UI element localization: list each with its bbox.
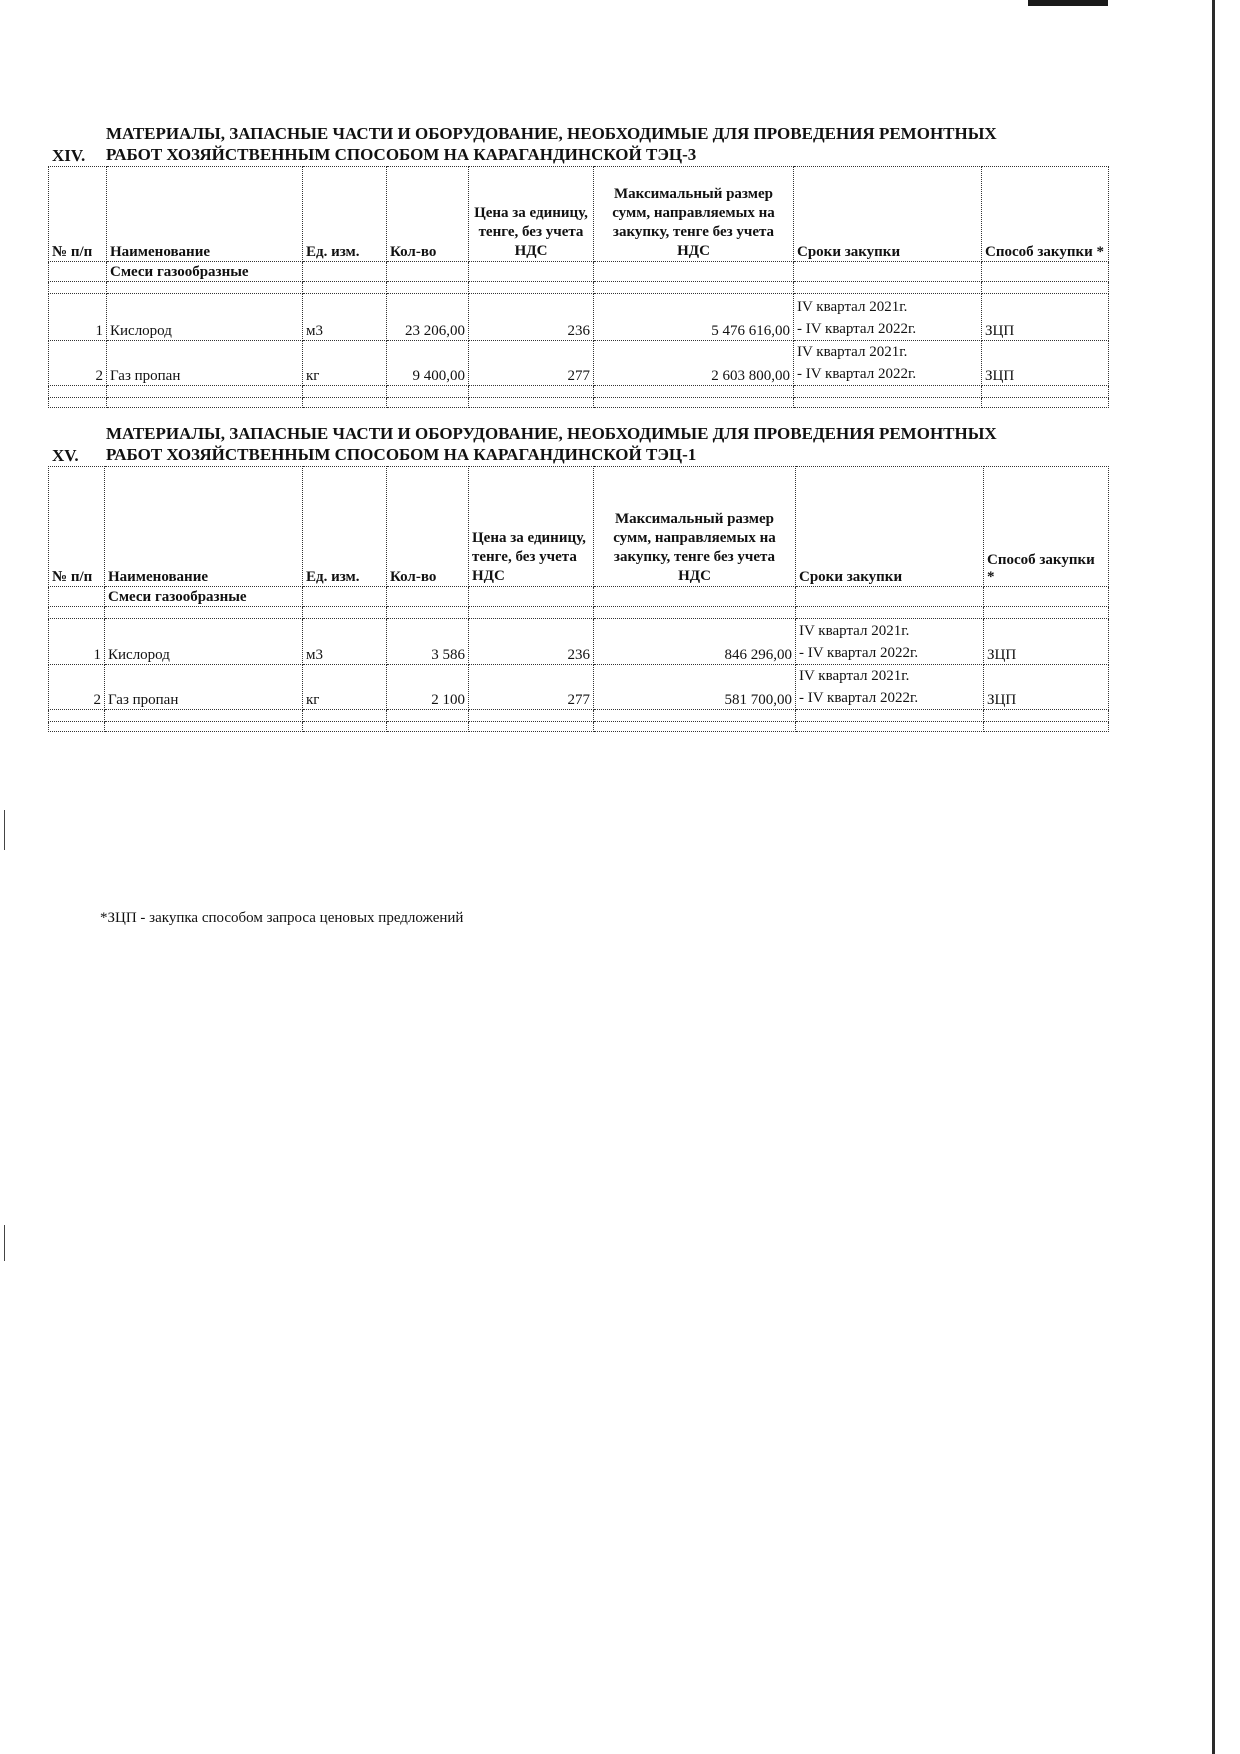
terms-end: - IV квартал 2022г. [799, 645, 919, 661]
header-name: Наименование [105, 467, 303, 587]
section-title-line1: МАТЕРИАЛЫ, ЗАПАСНЫЕ ЧАСТИ И ОБОРУДОВАНИЕ, НЕОБХОДИМЫЕ ДЛЯ ПРОВЕДЕНИЯ РЕМОНТНЫХ [106, 424, 997, 443]
cell-qty: 23 206,00 [387, 294, 469, 341]
cell-sum: 2 603 800,00 [594, 341, 794, 386]
group-label: Смеси газообразные [105, 587, 303, 607]
table-group-row [49, 587, 1109, 607]
header-price: Цена за единицу, тенге, без учета НДС [469, 167, 594, 262]
cell-name: Кислород [105, 619, 303, 665]
cell-sum: 581 700,00 [594, 665, 796, 710]
section-number: XV. [52, 446, 79, 465]
table-header-row [49, 167, 1109, 262]
header-name: Наименование [107, 167, 303, 262]
terms-start: IV квартал 2021г. [799, 623, 910, 639]
header-no: № п/п [49, 167, 107, 262]
section-number: XIV. [52, 146, 86, 165]
cell-no: 1 [49, 294, 107, 341]
cell-name: Газ пропан [105, 665, 303, 710]
terms-start: IV квартал 2021г. [797, 299, 908, 315]
scan-mark [4, 1225, 5, 1261]
footnote: *ЗЦП - закупка способом запроса ценовых предложений [100, 910, 464, 926]
section-title-line1: МАТЕРИАЛЫ, ЗАПАСНЫЕ ЧАСТИ И ОБОРУДОВАНИЕ, НЕОБХОДИМЫЕ ДЛЯ ПРОВЕДЕНИЯ РЕМОНТНЫХ [106, 124, 997, 143]
cell-price: 277 [469, 341, 594, 386]
table-header-row [49, 467, 1109, 587]
cell-unit: кг [303, 341, 387, 386]
cell-price: 236 [469, 294, 594, 341]
scan-edge-top [1028, 0, 1108, 6]
cell-method: ЗЦП [984, 619, 1109, 665]
table-row [49, 341, 1109, 386]
header-unit: Ед. изм. [303, 467, 387, 587]
cell-qty: 9 400,00 [387, 341, 469, 386]
header-no: № п/п [49, 467, 105, 587]
cell-unit: кг [303, 665, 387, 710]
header-method: Способ закупки * [984, 467, 1109, 587]
header-max-sum: Максимальный размер сумм, направляемых на закупку, тенге без учета НДС [594, 467, 796, 587]
scan-edge-right [1212, 0, 1215, 1754]
cell-terms [794, 341, 982, 386]
header-qty: Кол-во [387, 167, 469, 262]
section-title-line2: РАБОТ ХОЗЯЙСТВЕННЫМ СПОСОБОМ НА КАРАГАНДИНСКОЙ ТЭЦ-1 [106, 445, 697, 464]
scan-mark [4, 810, 5, 850]
table-row [49, 665, 1109, 710]
cell-sum: 5 476 616,00 [594, 294, 794, 341]
cell-price: 236 [469, 619, 594, 665]
terms-end: - IV квартал 2022г. [797, 321, 917, 337]
cell-no: 2 [49, 341, 107, 386]
header-max-sum: Максимальный размер сумм, направляемых на закупку, тенге без учета НДС [594, 167, 794, 262]
section-xv [48, 420, 1120, 732]
table-row [49, 294, 1109, 341]
terms-end: - IV квартал 2022г. [799, 690, 919, 706]
section-title-line2: РАБОТ ХОЗЯЙСТВЕННЫМ СПОСОБОМ НА КАРАГАНДИНСКОЙ ТЭЦ-3 [106, 145, 697, 164]
cell-method: ЗЦП [982, 294, 1109, 341]
cell-sum: 846 296,00 [594, 619, 796, 665]
cell-qty: 3 586 [387, 619, 469, 665]
cell-unit: м3 [303, 294, 387, 341]
terms-start: IV квартал 2021г. [799, 668, 910, 684]
section-title [48, 120, 1120, 166]
cell-qty: 2 100 [387, 665, 469, 710]
header-terms: Сроки закупки [794, 167, 982, 262]
header-terms: Сроки закупки [796, 467, 984, 587]
cell-price: 277 [469, 665, 594, 710]
header-price: Цена за единицу, тенге, без учета НДС [469, 467, 594, 587]
header-method: Способ закупки * [982, 167, 1109, 262]
section-title [48, 420, 1120, 466]
cell-unit: м3 [303, 619, 387, 665]
terms-start: IV квартал 2021г. [797, 344, 908, 360]
procurement-table [48, 166, 1109, 408]
cell-name: Газ пропан [107, 341, 303, 386]
cell-method: ЗЦП [984, 665, 1109, 710]
table-group-row [49, 262, 1109, 282]
group-label: Смеси газообразные [107, 262, 303, 282]
procurement-table [48, 466, 1109, 732]
section-xiv [48, 120, 1120, 408]
cell-terms [796, 619, 984, 665]
terms-end: - IV квартал 2022г. [797, 366, 917, 382]
cell-method: ЗЦП [982, 341, 1109, 386]
cell-name: Кислород [107, 294, 303, 341]
header-qty: Кол-во [387, 467, 469, 587]
cell-no: 1 [49, 619, 105, 665]
header-unit: Ед. изм. [303, 167, 387, 262]
table-row [49, 619, 1109, 665]
cell-no: 2 [49, 665, 105, 710]
cell-terms [796, 665, 984, 710]
cell-terms [794, 294, 982, 341]
